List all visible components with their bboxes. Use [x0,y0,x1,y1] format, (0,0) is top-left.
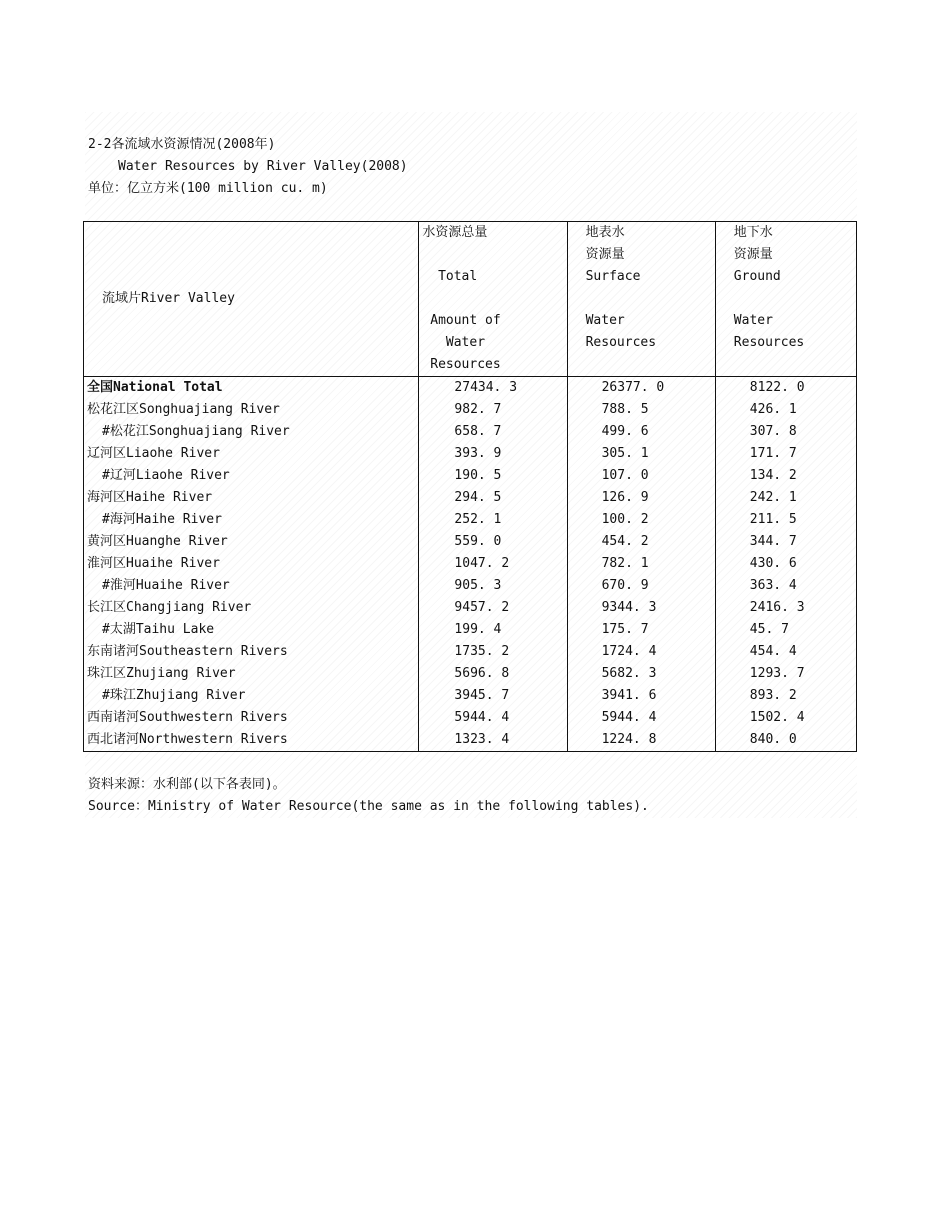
row-name: #海河Haihe River [84,509,419,531]
source-note-cn: 资料来源：水利部(以下各表同)。 [88,777,286,792]
row-surface: 454. 2 [567,531,715,553]
row-surface: 107. 0 [567,465,715,487]
row-ground: 1293. 7 [715,663,856,685]
row-name: 长江区Changjiang River [84,597,419,619]
table-row [84,509,857,531]
row-ground: 242. 1 [715,487,856,509]
table-header-row [84,222,857,377]
row-name: #淮河Huaihe River [84,575,419,597]
table-row [84,707,857,729]
water-resources-table [83,221,857,752]
row-surface: 26377. 0 [567,377,715,400]
row-surface: 9344. 3 [567,597,715,619]
header-total-line: Resources [422,357,501,372]
header-total-line: 水资源总量 [422,225,488,240]
document-page [85,112,857,818]
header-surface-line: Surface [585,269,641,284]
row-name: 西北诸河Northwestern Rivers [84,729,419,752]
table-row [84,421,857,443]
header-surface-line: Resources [585,335,657,350]
row-total: 1323. 4 [419,729,567,752]
table-row [84,575,857,597]
row-total: 190. 5 [419,465,567,487]
row-total: 559. 0 [419,531,567,553]
header-total-line: Water [422,335,486,350]
row-ground: 307. 8 [715,421,856,443]
row-ground: 454. 4 [715,641,856,663]
row-name: 珠江区Zhujiang River [84,663,419,685]
table-row [84,663,857,685]
row-surface: 100. 2 [567,509,715,531]
row-surface: 305. 1 [567,443,715,465]
table-row [84,487,857,509]
row-surface: 670. 9 [567,575,715,597]
row-total: 658. 7 [419,421,567,443]
row-name: 淮河区Huaihe River [84,553,419,575]
row-ground: 171. 7 [715,443,856,465]
row-total: 5696. 8 [419,663,567,685]
header-ground-line: 资源量 [733,247,773,262]
row-name: 辽河区Liaohe River [84,443,419,465]
header-total [419,222,567,377]
header-total-line: Total [422,269,478,284]
row-surface: 1724. 4 [567,641,715,663]
row-total: 252. 1 [419,509,567,531]
row-surface: 175. 7 [567,619,715,641]
row-total: 3945. 7 [419,685,567,707]
table-row [84,619,857,641]
table-row [84,531,857,553]
row-total: 294. 5 [419,487,567,509]
row-surface: 126. 9 [567,487,715,509]
row-ground: 134. 2 [715,465,856,487]
header-surface-line: 资源量 [585,247,625,262]
row-total: 5944. 4 [419,707,567,729]
table-body [84,377,857,752]
row-surface: 788. 5 [567,399,715,421]
header-surface-line: Water [585,313,625,328]
row-ground: 1502. 4 [715,707,856,729]
table-row [84,465,857,487]
row-name: #辽河Liaohe River [84,465,419,487]
row-name: #松花江Songhuajiang River [84,421,419,443]
row-surface: 782. 1 [567,553,715,575]
row-total: 199. 4 [419,619,567,641]
table-row [84,399,857,421]
row-ground: 893. 2 [715,685,856,707]
header-river-valley-label: 流域片River Valley [102,291,235,306]
unit-label: 单位：亿立方米(100 million cu. m) [88,181,328,196]
row-name: 东南诸河Southeastern Rivers [84,641,419,663]
row-name: #珠江Zhujiang River [84,685,419,707]
table-row [84,597,857,619]
row-name: 黄河区Huanghe River [84,531,419,553]
row-surface: 499. 6 [567,421,715,443]
row-total: 9457. 2 [419,597,567,619]
table-title: 2-2各流域水资源情况(2008年) [88,137,276,152]
row-name: #太湖Taihu Lake [84,619,419,641]
table-row [84,443,857,465]
header-river-valley [84,222,419,377]
header-ground-line: Resources [733,335,805,350]
source-note-en: Source：Ministry of Water Resource(the same as in the following tables). [88,799,649,814]
header-ground-line: Water [733,313,773,328]
header-ground-line: 地下水 [733,225,773,240]
table-row [84,377,857,400]
header-ground-line: Ground [733,269,781,284]
row-total: 27434. 3 [419,377,567,400]
header-surface [567,222,715,377]
row-ground: 344. 7 [715,531,856,553]
header-total-line: Amount of [422,313,501,328]
row-ground: 8122. 0 [715,377,856,400]
table-row [84,685,857,707]
row-ground: 45. 7 [715,619,856,641]
table-row [84,641,857,663]
table-row [84,729,857,752]
row-surface: 1224. 8 [567,729,715,752]
row-name: 全国National Total [84,377,419,400]
row-total: 982. 7 [419,399,567,421]
row-surface: 5682. 3 [567,663,715,685]
row-surface: 3941. 6 [567,685,715,707]
row-ground: 363. 4 [715,575,856,597]
row-total: 905. 3 [419,575,567,597]
header-surface-line: 地表水 [585,225,625,240]
row-ground: 426. 1 [715,399,856,421]
row-total: 1047. 2 [419,553,567,575]
row-ground: 430. 6 [715,553,856,575]
table-row [84,553,857,575]
header-ground [715,222,856,377]
row-name: 海河区Haihe River [84,487,419,509]
row-ground: 840. 0 [715,729,856,752]
row-ground: 2416. 3 [715,597,856,619]
row-name: 松花江区Songhuajiang River [84,399,419,421]
row-total: 1735. 2 [419,641,567,663]
row-surface: 5944. 4 [567,707,715,729]
table-subtitle: Water Resources by River Valley(2008) [118,159,408,174]
row-name: 西南诸河Southwestern Rivers [84,707,419,729]
row-total: 393. 9 [419,443,567,465]
row-ground: 211. 5 [715,509,856,531]
